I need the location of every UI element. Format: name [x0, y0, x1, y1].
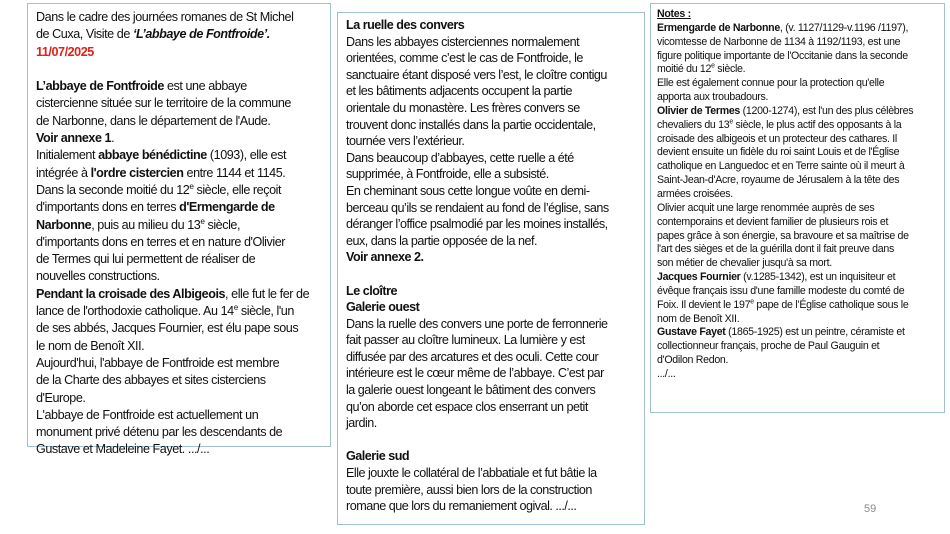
text-line	[346, 266, 644, 283]
superscript: e	[729, 118, 733, 126]
text-line	[36, 390, 330, 407]
bold-text: La ruelle des convers	[346, 18, 465, 32]
text-segment: Dans les abbayes cisterciennes normalement	[346, 34, 580, 49]
text-line	[346, 316, 644, 333]
text-line	[346, 465, 644, 482]
text-segment: figure politique importante de l'Occitanie dans la seconde	[657, 49, 908, 62]
bold-text: Pendant la croisade des Albigeois	[36, 286, 226, 301]
text-segment: de Termes qui lui permettent de réaliser de	[36, 252, 256, 267]
text-segment: déranger l’office psalmodié par les moines installés,	[346, 217, 608, 232]
intro-text-box	[27, 3, 331, 457]
text-line	[36, 407, 330, 424]
text-segment: Dans la ruelle des convers une porte de ferronnerie	[346, 316, 608, 331]
text-line	[657, 271, 944, 285]
text-segment: de la Charte des abbayes et sites cisterciens	[36, 373, 266, 388]
text-line	[657, 326, 944, 340]
text-segment: siècle.	[714, 63, 746, 76]
notes-text-box	[650, 3, 945, 413]
text-line	[657, 146, 944, 160]
text-segment: de Cuxa, Visite de	[36, 27, 133, 42]
text-segment: nom de Benoît XII.	[657, 312, 740, 325]
text-segment: siècle, le plus actif des opposants à la	[732, 118, 902, 131]
text-line	[346, 299, 644, 316]
text-segment: le nom de Benoît XII.	[36, 338, 145, 353]
text-line	[36, 165, 330, 182]
text-line	[657, 36, 944, 50]
text-segment: Gustave et Madeleine Fayet. .../...	[36, 442, 210, 457]
text-segment: catholique en Languedoc et en Terre sainte où il meurt à	[657, 160, 905, 173]
text-line	[36, 26, 330, 43]
text-segment: devient ensuite un fidèle du roi saint Louis et de l'Église	[657, 146, 900, 159]
text-segment: (v.1285-1342), est un inquisiteur et	[740, 271, 896, 284]
superscript: e	[200, 216, 205, 226]
text-segment: son métier de chevalier jusqu'à sa mort.	[657, 257, 832, 270]
text-line	[346, 365, 644, 382]
text-segment: pape de l’Église catholique sous le	[753, 298, 909, 311]
text-segment: papes grâce à son énergie, sa bravoure et sa maîtrise de	[657, 229, 909, 242]
text-line	[657, 216, 944, 230]
text-segment: supprimée, à Fontfroide, elle a subsisté.	[346, 167, 549, 182]
text-line	[346, 415, 644, 432]
text-line	[346, 200, 644, 217]
bold-text: Le cloître	[346, 283, 397, 298]
text-line	[657, 313, 944, 327]
text-segment: intégrée à	[36, 165, 91, 180]
text-segment: sanctuaire étant disposé vers l’est, le cloître contigu	[346, 67, 607, 82]
text-segment: est une abbaye	[163, 79, 247, 94]
text-line	[36, 199, 330, 216]
text-line	[36, 268, 330, 285]
text-segment: entre 1144 et 1145.	[183, 165, 286, 180]
text-line	[657, 133, 944, 147]
text-line	[346, 117, 644, 134]
text-line	[657, 243, 944, 257]
text-line	[36, 320, 330, 337]
text-line	[346, 150, 644, 167]
text-segment: moitié du 12	[657, 63, 712, 76]
superscript: e	[189, 181, 194, 191]
text-segment: Olivier acquit une large renommée auprès de ses	[657, 201, 875, 214]
text-segment: .	[111, 131, 115, 146]
text-line	[36, 130, 330, 147]
text-segment: et les bâtiments adjacents occupent la partie	[346, 84, 573, 99]
text-segment: toute première, aussi bien lors de la construction	[346, 482, 592, 497]
text-segment: , (v. 1127/1129-v.1196 /1197),	[779, 21, 909, 34]
bold-text: Galerie ouest	[346, 300, 420, 315]
text-line	[657, 160, 944, 174]
superscript: e	[711, 62, 715, 70]
text-segment: Elle est également connue pour la protection qu'elle	[657, 77, 885, 90]
text-segment: siècle, elle reçoit	[193, 182, 282, 197]
text-line	[346, 482, 644, 499]
text-line	[346, 399, 644, 416]
text-segment: Saint-Jean-d'Acre, royaume de Jérusalem à la tête des	[657, 174, 900, 187]
text-segment: apporta aux troubadours.	[657, 91, 769, 104]
text-segment: d'importants dons en terres	[36, 200, 180, 215]
text-line	[346, 133, 644, 150]
text-line	[36, 78, 330, 95]
text-segment: romane que lors du remaniement ogival. .../...	[346, 499, 577, 514]
text-line	[346, 332, 644, 349]
bold-text: Voir annexe 2.	[346, 250, 424, 265]
bold-text: ‘L’abbaye de Fontfroide’.	[132, 27, 270, 42]
superscript: e	[750, 298, 754, 306]
text-segment: fait passer au cloître lumineux. La lumière y est	[346, 333, 585, 348]
text-line	[657, 299, 944, 313]
bold-text: L’abbaye de Fontfroide	[36, 79, 164, 94]
text-line	[657, 50, 944, 64]
text-segment: contemporains et devient familier de plusieurs rois et	[657, 215, 889, 228]
bold-text: Notes :	[657, 8, 691, 20]
text-line	[346, 349, 644, 366]
text-segment: orientées, comme c’est le cas de Fontfroide, le	[346, 51, 583, 66]
text-segment: siècle,	[204, 217, 241, 232]
text-segment: (1200-1274), est l'un des plus célèbres	[740, 104, 914, 117]
text-line	[657, 340, 944, 354]
text-line	[657, 77, 944, 91]
text-segment: d'Odilon Redon.	[657, 354, 729, 367]
bold-text: Narbonne	[36, 217, 92, 232]
bold-text: d'Ermengarde de	[179, 200, 275, 215]
text-segment: orientale du monastère. Les frères convers se	[346, 100, 580, 115]
text-segment: vicomtesse de Narbonne de 1134 à 1192/1193, est une	[657, 35, 901, 48]
text-segment: collectionneur français, proche de Paul Gauguin et	[657, 340, 880, 353]
date-highlight: 11/07/2025	[36, 44, 94, 59]
text-line	[657, 8, 944, 22]
text-line	[346, 448, 644, 465]
text-line	[346, 432, 644, 449]
text-segment: jardin.	[346, 416, 377, 431]
text-segment: eux, dans la partie opposée de la nef.	[346, 233, 538, 248]
text-segment: tournée vers l’extérieur.	[346, 134, 465, 149]
text-line	[346, 83, 644, 100]
text-segment: Dans la seconde moitié du 12	[36, 182, 190, 197]
text-segment: berceau qu’ils se rendaient au fond de l’église, sans	[346, 200, 609, 215]
text-segment: croisade des albigeois et un protecteur des cathares. Il	[657, 132, 897, 145]
text-segment: évêque français issu d'une famille modeste du comté de	[657, 284, 905, 297]
text-segment: de ses abbés, Jacques Fournier, est élu pape sous	[36, 321, 299, 336]
text-segment: diffusée par des arcatures et des oculi. Cette cour	[346, 349, 599, 364]
text-line	[657, 368, 944, 382]
text-line	[346, 249, 644, 266]
text-segment: Elle jouxte le collatéral de l’abbatiale et fut bâtie la	[346, 466, 597, 481]
bold-text: Gustave Fayet	[657, 326, 726, 339]
text-line	[36, 217, 330, 234]
text-segment: .../...	[657, 367, 676, 380]
text-segment: l'art des sièges et de la guérilla dont il fait preuve dans	[657, 243, 894, 256]
text-line	[346, 233, 644, 250]
text-segment: qu’on aborde cet espace clos enserrant un petit	[346, 399, 588, 414]
text-line	[36, 286, 330, 303]
text-line	[36, 355, 330, 372]
text-line	[657, 174, 944, 188]
text-line	[346, 382, 644, 399]
text-segment: cistercienne située sur le territoire de la commune	[36, 96, 291, 111]
text-line	[346, 183, 644, 200]
text-line	[346, 498, 644, 515]
text-line	[36, 234, 330, 251]
text-line	[657, 119, 944, 133]
text-segment: , puis au milieu du 13	[91, 217, 201, 232]
text-line	[346, 17, 644, 34]
text-line	[657, 105, 944, 119]
text-segment: Dans le cadre des journées romanes de St Michel	[36, 10, 294, 24]
text-line	[36, 113, 330, 130]
bold-text: l'ordre cistercien	[90, 165, 184, 180]
text-line	[36, 338, 330, 355]
text-segment: En cheminant sous cette longue voûte en demi-	[346, 183, 590, 198]
bold-text: abbaye bénédictine	[98, 148, 207, 163]
text-line	[657, 188, 944, 202]
text-segment: intérieure est le cœur même de l’abbaye. C’est par	[346, 366, 604, 381]
text-segment: Foix. Il devient le 197	[657, 298, 751, 311]
text-line	[657, 91, 944, 105]
text-line	[657, 230, 944, 244]
text-line	[36, 251, 330, 268]
text-segment: nouvelles constructions.	[36, 269, 160, 284]
text-line	[36, 147, 330, 164]
text-segment: L'abbaye de Fontfroide est actuellement un	[36, 407, 259, 422]
text-line	[657, 22, 944, 36]
text-line	[36, 303, 330, 320]
text-segment: , elle fut le fer de	[225, 286, 310, 301]
bold-text: Jacques Fournier	[657, 271, 741, 284]
text-segment: trouvent donc installés dans la partie occidentale,	[346, 117, 596, 132]
text-segment: armées croisées.	[657, 187, 733, 200]
page-number: 59	[864, 503, 877, 515]
text-segment: chevaliers du 13	[657, 118, 730, 131]
text-line	[36, 182, 330, 199]
text-segment: (1093), elle est	[206, 148, 286, 163]
text-segment: d'Europe.	[36, 390, 86, 405]
text-line	[657, 202, 944, 216]
text-line	[36, 9, 330, 26]
text-line	[36, 424, 330, 441]
text-segment: (1865-1925) est un peintre, céramiste et	[725, 326, 905, 339]
bold-text: Ermengarde de Narbonne	[657, 21, 780, 34]
text-line	[346, 34, 644, 51]
text-line	[346, 216, 644, 233]
text-line	[657, 257, 944, 271]
text-segment: d'importants dons en terres et en nature d'Olivier	[36, 234, 286, 249]
text-line	[657, 285, 944, 299]
text-line	[346, 67, 644, 84]
superscript: e	[233, 302, 238, 312]
text-line	[657, 354, 944, 368]
bold-text: Voir annexe 1	[36, 131, 112, 146]
text-line	[346, 100, 644, 117]
text-line	[346, 166, 644, 183]
text-line	[36, 44, 330, 61]
text-segment: Aujourd'hui, l'abbaye de Fontfroide est membre	[36, 355, 280, 370]
text-line	[36, 372, 330, 389]
text-line	[36, 95, 330, 112]
bold-text: Olivier de Termes	[657, 104, 741, 117]
text-segment: Initialement	[36, 148, 99, 163]
text-segment: la galerie ouest longeant le bâtiment des convers	[346, 383, 596, 398]
text-segment: siècle, l'un	[237, 304, 294, 319]
text-segment: Dans beaucoup d’abbayes, cette ruelle a été	[346, 150, 574, 165]
text-segment: lance de l'orthodoxie catholique. Au 14	[36, 304, 234, 319]
bold-text: Galerie sud	[346, 449, 410, 464]
text-line	[36, 441, 330, 458]
text-segment: monument privé détenu par les descendants de	[36, 425, 283, 440]
ruelle-cloitre-text-box	[337, 12, 645, 525]
text-segment: de Narbonne, dans le département de l'Aude.	[36, 113, 271, 128]
text-line	[346, 50, 644, 67]
text-line	[346, 283, 644, 300]
text-line	[657, 63, 944, 77]
text-line	[36, 61, 330, 78]
